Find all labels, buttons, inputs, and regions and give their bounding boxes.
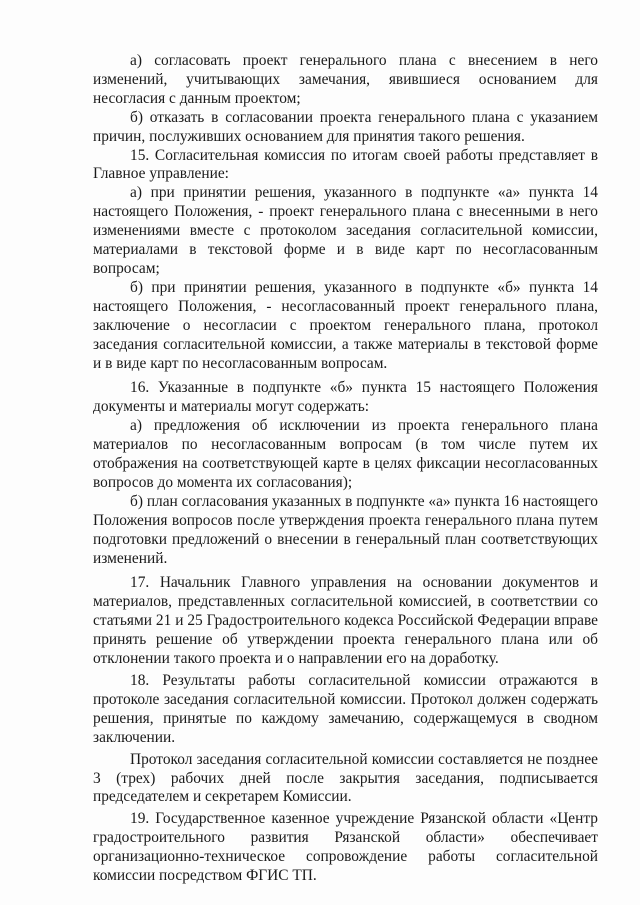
paragraph-15b: б) при принятии решения, указанного в подпункте «б» пункта 14 настоящего Положения, - несогласованный проект генерального плана, заключение о несогласии с проектом генерального плана, протокол заседания согласительной комиссии, а также материалы в текстовой форме и в виде карт по несогласованным вопросам.: [93, 278, 598, 372]
paragraph-14b: б) отказать в согласовании проекта генерального плана с указанием причин, послуживших основанием для принятия такого решения.: [93, 108, 598, 145]
document-body: [93, 52, 598, 886]
paragraph-16: 16. Указанные в подпункте «б» пункта 15 настоящего Положения документы и материалы могут содержать:: [93, 379, 598, 416]
paragraph-16a: а) предложения об исключении из проекта генерального плана материалов по несогласованным вопросам (в том числе путем их отображения на соответствующей карте в целях фиксации несогласованных вопросов до момента их согласования);: [93, 417, 598, 491]
paragraph-15: 15. Согласительная комиссия по итогам своей работы представляет в Главное управление:: [93, 146, 598, 183]
paragraph-18-protocol: Протокол заседания согласительной комиссии составляется не позднее 3 (трех) рабочих дней после закрытия заседания, подписывается председателем и секретарем Комиссии.: [93, 750, 598, 806]
paragraph-14a: а) согласовать проект генерального плана с внесением в него изменений, учитывающих замечания, явившиеся основанием для несогласия с данным проектом;: [93, 52, 598, 107]
paragraph-16b: б) план согласования указанных в подпункте «а» пункта 16 настоящего Положения вопросов после утверждения проекта генерального плана путем подготовки предложений о внесении в генеральный план соответствующих изменений.: [93, 492, 598, 567]
paragraph-19: 19. Государственное казенное учреждение Рязанской области «Центр градостроительного развития Рязанской области» обеспечивает организационно-техническое сопровождение работы согласительной комиссии посредством ФГИС ТП.: [93, 810, 598, 885]
paragraph-15a: а) при принятии решения, указанного в подпункте «а» пункта 14 настоящего Положения, - проект генерального плана с внесенными в него изменениями вместе с протоколом заседания согласительной комиссии, материалами в текстовой форме и в виде карт по несогласованным вопросам;: [93, 184, 598, 277]
paragraph-18: 18. Результаты работы согласительной комиссии отражаются в протоколе заседания согласительной комиссии. Протокол должен содержать решения, принятые по каждому замечанию, содержащемуся в сводном заключении.: [93, 672, 598, 746]
paragraph-17: 17. Начальник Главного управления на основании документов и материалов, представленных согласительной комиссией, в соответствии со статьями 21 и 25 Градостроительного кодекса Российской Федерации вправе принять решение об утверждении проекта генерального плана или об отклонении такого проекта и о направлении его на доработку.: [93, 574, 598, 668]
